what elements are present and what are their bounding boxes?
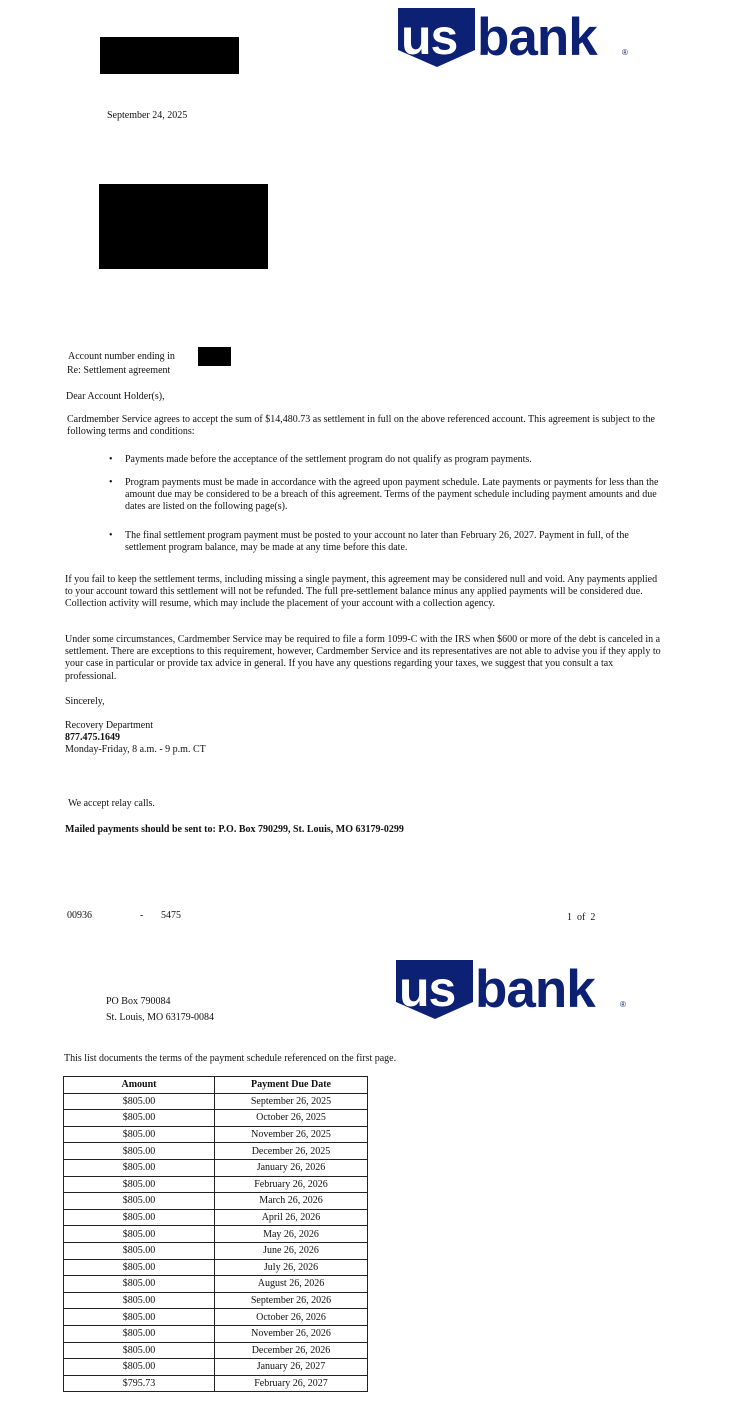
header-amount: Amount bbox=[64, 1077, 215, 1094]
table-row bbox=[64, 1126, 368, 1143]
due-date-cell: January 26, 2026 bbox=[215, 1159, 368, 1176]
table-row bbox=[64, 1226, 368, 1243]
svg-text:®: ® bbox=[622, 48, 628, 57]
amount-cell: $805.00 bbox=[64, 1159, 215, 1176]
bullet-text: Payments made before the acceptance of the settlement program do not qualify as program payments. bbox=[125, 454, 532, 465]
salutation: Dear Account Holder(s), bbox=[66, 391, 165, 402]
mailing-label: Mailed payments should be sent to: bbox=[65, 824, 216, 835]
amount-cell: $805.00 bbox=[64, 1359, 215, 1376]
return-address-line2: St. Louis, MO 63179-0084 bbox=[106, 1012, 215, 1023]
table-row bbox=[64, 1276, 368, 1293]
intro-paragraph: Cardmember Service agrees to accept the sum of $14,480.73 as settlement in full on the above referenced account. This agreement is subject to the following terms and conditions: bbox=[67, 414, 655, 438]
svg-text:®: ® bbox=[620, 1000, 626, 1009]
usbank-logo bbox=[397, 6, 637, 68]
table-row bbox=[64, 1159, 368, 1176]
table-row bbox=[64, 1110, 368, 1127]
re-line: Re: Settlement agreement bbox=[67, 365, 171, 376]
svg-text:us: us bbox=[401, 9, 458, 65]
amount-cell: $805.00 bbox=[64, 1276, 215, 1293]
table-row bbox=[64, 1359, 368, 1376]
table-row bbox=[64, 1143, 368, 1160]
due-date-cell: February 26, 2026 bbox=[215, 1176, 368, 1193]
table-row bbox=[64, 1325, 368, 1342]
redacted-recipient-address bbox=[99, 184, 268, 269]
amount-cell: $805.00 bbox=[64, 1209, 215, 1226]
bullet-dot-icon: • bbox=[109, 454, 113, 465]
amount-cell: $805.00 bbox=[64, 1242, 215, 1259]
amount-cell: $805.00 bbox=[64, 1342, 215, 1359]
bullet-text: The final settlement program payment must be posted to your account no later than February 26, 2027. Payment in full, of the settlement program balance, may be made at any time before this date. bbox=[125, 530, 629, 554]
letter-date: September 24, 2025 bbox=[107, 110, 188, 121]
schedule-intro: This list documents the terms of the payment schedule referenced on the first page. bbox=[64, 1053, 397, 1064]
header-due-date: Payment Due Date bbox=[215, 1077, 368, 1094]
due-date-cell: October 26, 2026 bbox=[215, 1309, 368, 1326]
due-date-cell: September 26, 2026 bbox=[215, 1292, 368, 1309]
amount-cell: $805.00 bbox=[64, 1259, 215, 1276]
due-date-cell: June 26, 2026 bbox=[215, 1242, 368, 1259]
amount-cell: $805.00 bbox=[64, 1193, 215, 1210]
table-row bbox=[64, 1375, 368, 1392]
bullet-text: Program payments must be made in accordance with the agreed upon payment schedule. Late payments or payments for less than the amount due may be considered to be a breach of this agreement. Terms of the payment schedule including payment amounts and due dates are listed on the following page(s). bbox=[125, 477, 659, 513]
due-date-cell: May 26, 2026 bbox=[215, 1226, 368, 1243]
department: Recovery Department bbox=[65, 720, 154, 731]
due-date-cell: January 26, 2027 bbox=[215, 1359, 368, 1376]
usbank-logo-page2 bbox=[395, 958, 635, 1020]
due-date-cell: November 26, 2026 bbox=[215, 1325, 368, 1342]
bullet-dot-icon: • bbox=[109, 477, 113, 488]
table-row bbox=[64, 1292, 368, 1309]
amount-cell: $805.00 bbox=[64, 1226, 215, 1243]
amount-cell: $805.00 bbox=[64, 1093, 215, 1110]
table-row bbox=[64, 1309, 368, 1326]
table-row bbox=[64, 1209, 368, 1226]
svg-text:bank: bank bbox=[477, 8, 597, 67]
amount-cell: $805.00 bbox=[64, 1292, 215, 1309]
amount-cell: $795.73 bbox=[64, 1375, 215, 1392]
due-date-cell: August 26, 2026 bbox=[215, 1276, 368, 1293]
amount-cell: $805.00 bbox=[64, 1143, 215, 1160]
due-date-cell: December 26, 2026 bbox=[215, 1342, 368, 1359]
closing: Sincerely, bbox=[65, 696, 105, 707]
amount-cell: $805.00 bbox=[64, 1126, 215, 1143]
due-date-cell: December 26, 2025 bbox=[215, 1143, 368, 1160]
bullet-dot-icon: • bbox=[109, 530, 113, 541]
mailing-instructions bbox=[65, 824, 404, 836]
mailing-address: P.O. Box 790299, St. Louis, MO 63179-0299 bbox=[218, 824, 404, 835]
relay-note: We accept relay calls. bbox=[68, 798, 155, 809]
due-date-cell: April 26, 2026 bbox=[215, 1209, 368, 1226]
page-number: 1 of 2 bbox=[567, 912, 596, 923]
bullet-item bbox=[109, 530, 661, 554]
redacted-account-number bbox=[198, 347, 231, 366]
account-label: Account number ending in bbox=[68, 351, 175, 362]
table-row bbox=[64, 1193, 368, 1210]
return-address-line1: PO Box 790084 bbox=[106, 996, 171, 1007]
phone-number: 877.475.1649 bbox=[65, 732, 120, 743]
footer-dash: - bbox=[140, 910, 144, 921]
due-date-cell: September 26, 2025 bbox=[215, 1093, 368, 1110]
due-date-cell: March 26, 2026 bbox=[215, 1193, 368, 1210]
breach-paragraph: If you fail to keep the settlement terms, including missing a single payment, this agreement may be considered null and void. Any payments applied to your account toward this settlement will not be refunded. The full pre-settlement balance minus any applied payments will be considered due. Collection activity will resume, which may include the placement of your account with a collection agency. bbox=[65, 574, 658, 610]
due-date-cell: November 26, 2025 bbox=[215, 1126, 368, 1143]
svg-text:bank: bank bbox=[475, 960, 595, 1019]
table-header-row bbox=[64, 1077, 368, 1094]
amount-cell: $805.00 bbox=[64, 1309, 215, 1326]
due-date-cell: February 26, 2027 bbox=[215, 1375, 368, 1392]
tax-paragraph: Under some circumstances, Cardmember Service may be required to file a form 1099-C with the IRS when $600 or more of the debt is canceled in a settlement. There are exceptions to this requirement, however, Cardmember Service and its representatives are not able to advise you if they apply to your case in particular or provide tax advice in general. If you have any questions regarding your taxes, we suggest that you consult a tax professional. bbox=[65, 634, 661, 682]
table-row bbox=[64, 1342, 368, 1359]
table-row bbox=[64, 1259, 368, 1276]
bullet-item bbox=[109, 477, 661, 514]
table-row bbox=[64, 1176, 368, 1193]
svg-text:us: us bbox=[399, 961, 456, 1017]
business-hours: Monday-Friday, 8 a.m. - 9 p.m. CT bbox=[65, 744, 206, 755]
amount-cell: $805.00 bbox=[64, 1176, 215, 1193]
amount-cell: $805.00 bbox=[64, 1325, 215, 1342]
table-row bbox=[64, 1093, 368, 1110]
table-row bbox=[64, 1242, 368, 1259]
footer-code-b: 5475 bbox=[161, 910, 181, 921]
amount-cell: $805.00 bbox=[64, 1110, 215, 1127]
due-date-cell: October 26, 2025 bbox=[215, 1110, 368, 1127]
bullet-item bbox=[109, 454, 661, 466]
footer-code-a: 00936 bbox=[67, 910, 92, 921]
redacted-recipient-name bbox=[100, 37, 239, 74]
payment-schedule-table bbox=[63, 1076, 368, 1392]
due-date-cell: July 26, 2026 bbox=[215, 1259, 368, 1276]
